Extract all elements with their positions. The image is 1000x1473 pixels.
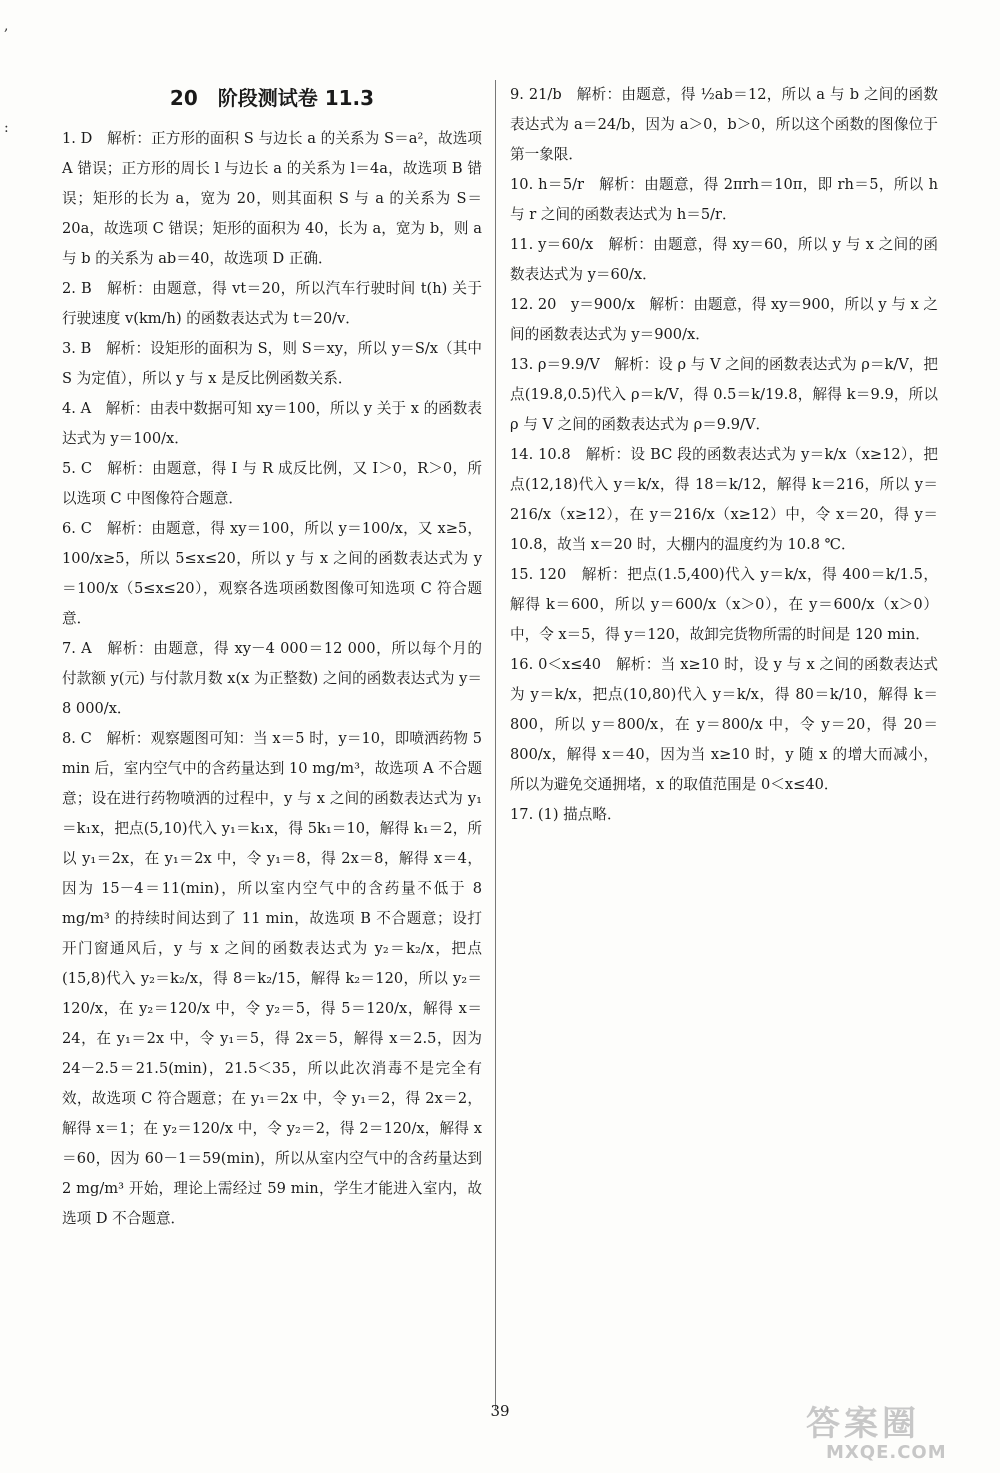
right-column [510, 80, 943, 830]
answer-item: 11. y＝60/x 解析：由题意，得 xy＝60，所以 y 与 x 之间的函数表达式为 y＝60/x． [510, 236, 938, 283]
scan-mark: , [4, 18, 9, 34]
answer-item: 10. h＝5/r 解析：由题意，得 2πrh＝10π，即 rh＝5，所以 h 与 r 之间的函数表达式为 h＝5/r． [510, 176, 943, 223]
answer-item: 12. 20 y＝900/x 解析：由题意，得 xy＝900，所以 y 与 x 之间的函数表达式为 y＝900/x． [510, 296, 938, 343]
answer-item: 6. C 解析：由题意，得 xy＝100，所以 y＝100/x，又 x≥5，100/x≥5，所以 5≤x≤20，所以 y 与 x 之间的函数表达式为 y＝100/x（5≤x≤20），观察各选项函数图像可知选项 C 符合题意． [62, 520, 482, 627]
left-column [62, 80, 487, 1234]
page-title: 20 阶段测试卷 11.3 [169, 86, 375, 110]
watermark-logo [806, 1405, 994, 1469]
answer-item: 7. A 解析：由题意，得 xy－4 000＝12 000，所以每个月的付款额 y(元) 与付款月数 x(x 为正整数) 之间的函数表达式为 y＝8 000/x． [62, 640, 482, 717]
answer-item: 14. 10.8 解析：设 BC 段的函数表达式为 y＝k/x（x≥12），把点(12,18)代入 y＝k/x，得 18＝k/12，解得 k＝216，所以 y＝216/x（x≥12），在 y＝216/x（x≥12）中，令 x＝20，得 y＝10.8，故当 x＝20 时，大棚内的温度约为 10.8 ℃． [510, 446, 938, 553]
scan-mark: : [4, 120, 9, 136]
answer-item: 2. B 解析：由题意，得 vt＝20，所以汽车行驶时间 t(h) 关于行驶速度 v(km/h) 的函数表达式为 t＝20/v． [62, 280, 482, 327]
watermark-title: 答案圈 [806, 1404, 920, 1444]
column-divider [495, 80, 496, 1410]
answer-item: 16. 0＜x≤40 解析：当 x≥10 时，设 y 与 x 之间的函数表达式为 y＝k/x，把点(10,80)代入 y＝k/x，得 80＝k/10，解得 k＝800，所以 y＝800/x，在 y＝800/x 中，令 y＝20，得 20＝800/x，解得 x＝40，因为当 x≥10 时，y 随 x 的增大而减小，所以为避免交通拥堵，x 的取值范围是 0＜x≤40． [510, 656, 938, 793]
answer-item: 3. B 解析：设矩形的面积为 S，则 S＝xy，所以 y＝S/x（其中 S 为定值），所以 y 与 x 是反比例函数关系． [62, 340, 487, 387]
answer-item: 13. ρ＝9.9/V 解析：设 ρ 与 V 之间的函数表达式为 ρ＝k/V，把点(19.8,0.5)代入 ρ＝k/V，得 0.5＝k/19.8，解得 k＝9.9，所以 ρ 与 V 之间的函数表达式为 ρ＝9.9/V． [510, 356, 943, 433]
answer-item: 5. C 解析：由题意，得 I 与 R 成反比例，又 I＞0，R＞0，所以选项 C 中图像符合题意． [62, 460, 482, 507]
answer-item: 8. C 解析：观察题图可知：当 x＝5 时，y＝10，即喷洒药物 5 min 后，室内空气中的含药量达到 10 mg/m³，故选项 A 不合题意；设在进行药物喷洒的过程中，y 与 x 之间的函数表达式为 y₁＝k₁x，把点(5,10)代入 y₁＝k₁x，得 5k₁＝10，解得 k₁＝2，所以 y₁＝2x，在 y₁＝2x 中，令 y₁＝8，得 2x＝8，解得 x＝4，因为 15－4＝11(min)，所以室内空气中的含药量不低于 8 mg/m³ 的持续时间达到了 11 min，故选项 B 不合题意；设打开门窗通风后，y 与 x 之间的函数表达式为 y₂＝k₂/x，把点(15,8)代入 y₂＝k₂/x，得 8＝k₂/15，解得 k₂＝120，所以 y₂＝120/x，在 y₂＝120/x 中，令 y₂＝5，得 5＝120/x，解得 x＝24，在 y₁＝2x 中，令 y₁＝5，得 2x＝5，解得 x＝2.5，因为 24－2.5＝21.5(min)，21.5＜35，所以此次消毒不是完全有效，故选项 C 符合题意；在 y₁＝2x 中，令 y₁＝2，得 2x＝2，解得 x＝1；在 y₂＝120/x 中，令 y₂＝2，得 2＝120/x，解得 x＝60，因为 60－1＝59(min)，所以从室内空气中的含药量达到 2 mg/m³ 开始，理论上需经过 59 min，学生才能进入室内，故选项 D 不合题意． [62, 730, 487, 1227]
answer-item: 15. 120 解析：把点(1.5,400)代入 y＝k/x，得 400＝k/1.5，解得 k＝600，所以 y＝600/x（x＞0），在 y＝600/x（x＞0）中，令 x＝5，得 y＝120，故卸完货物所需的时间是 120 min． [510, 566, 938, 643]
answer-item: 17. (1) 描点略． [510, 806, 622, 823]
answer-item: 4. A 解析：由表中数据可知 xy＝100，所以 y 关于 x 的函数表达式为 y＝100/x． [62, 400, 482, 447]
page-number: 39 [490, 1402, 510, 1420]
watermark-url: MXQE.COM [826, 1442, 947, 1463]
answer-item: 9. 21/b 解析：由题意，得 ½ab＝12，所以 a 与 b 之间的函数表达式为 a＝24/b，因为 a＞0，b＞0，所以这个函数的图像位于第一象限． [510, 86, 938, 163]
answer-item: 1. D 解析：正方形的面积 S 与边长 a 的关系为 S＝a²，故选项 A 错误；正方形的周长 l 与边长 a 的关系为 l＝4a，故选项 B 错误；矩形的长为 a，宽为 20，则其面积 S 与 a 的关系为 S＝20a，故选项 C 错误；矩形的面积为 40，长为 a，宽为 b，则 a 与 b 的关系为 ab＝40，故选项 D 正确． [62, 130, 487, 267]
